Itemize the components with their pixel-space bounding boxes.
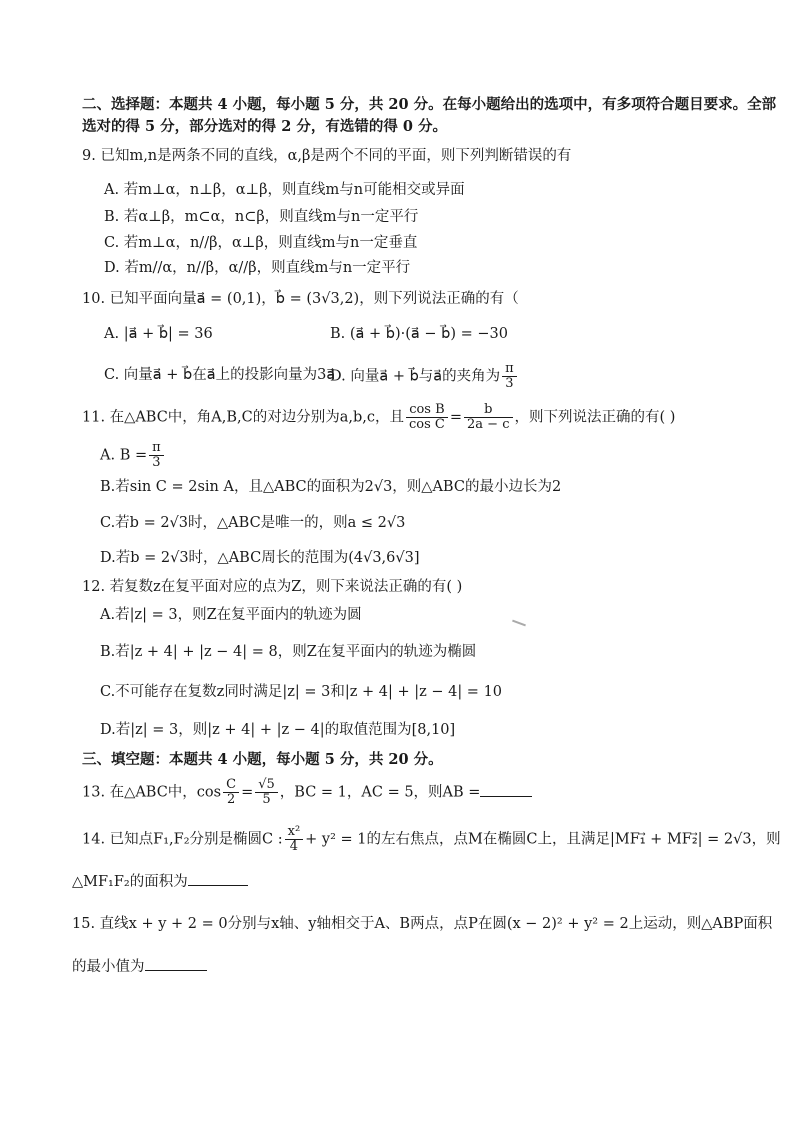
answer-blank [480,784,532,797]
question-11-option-a-text: A. B = [100,447,148,464]
fraction-numerator: π [149,441,164,456]
question-10-option-d-text: D. 向量a⃗ + b⃗与a⃗的夹角为 [330,368,501,385]
question-9-stem: 9. 已知m,n是两条不同的直线，α,β是两个不同的平面，则下列判断错误的有 [82,148,572,164]
section-3-heading: 三、填空题：本题共 4 小题，每小题 5 分，共 20 分。 [82,751,443,768]
section-2-heading-line-2: 选对的得 5 分，部分选对的得 2 分，有选错的得 0 分。 [82,118,448,135]
question-10-option-c: C. 向量a⃗ + b⃗在a⃗上的投影向量为3a⃗ [104,367,336,383]
question-9-option-a: A. 若m⊥α，n⊥β，α⊥β，则直线m与n可能相交或异面 [104,182,465,198]
fraction-denominator: 3 [152,455,161,470]
question-12-option-a: A.若|z| = 3，则Z在复平面内的轨迹为圆 [100,607,362,623]
question-9-option-b: B. 若α⊥β，m⊂α，n⊂β，则直线m与n一定平行 [104,209,419,225]
question-11-cos-ratio [406,403,448,432]
question-15-line-2-text: 的最小值为 [72,959,145,975]
fraction-denominator: 5 [262,792,271,807]
answer-blank [145,958,207,971]
question-14-line-2-text: △MF₁F₂的面积为 [72,874,188,890]
question-9-option-d: D. 若m//α，n//β，α//β，则直线m与n一定平行 [104,260,411,276]
question-14-ellipse-fraction [285,825,304,854]
fraction-numerator: b [464,403,512,418]
question-11-option-b: B.若sin C = 2sin A，且△ABC的面积为2√3，则△ABC的最小边长为2 [100,479,562,495]
question-13-post: ，BC = 1，AC = 5，则AB = [279,784,481,801]
answer-blank [188,873,248,886]
question-15-line-1: 15. 直线x + y + 2 = 0分别与x轴、y轴相交于A、B两点，点P在圆(x − 2)² + y² = 2上运动，则△ABP面积 [72,916,773,932]
section-2-heading-line-1: 二、选择题：本题共 4 小题，每小题 5 分，共 20 分。在每小题给出的选项中，有多项符合题目要求。全部 [82,96,777,113]
question-12-stem: 12. 若复数z在复平面对应的点为Z，则下来说法正确的有( ) [82,579,463,595]
question-13-pre: 13. 在△ABC中，cos [82,784,222,801]
question-14-pre: 14. 已知点F₁,F₂分别是椭圆C : [82,831,283,848]
question-11-option-a [100,441,166,470]
question-11-option-d: D.若b = 2√3时，△ABC周长的范围为(4√3,6√3] [100,550,420,566]
question-11-stem-post: ，则下列说法正确的有( ) [514,409,676,426]
question-10-option-a: A. |a⃗ + b⃗| = 36 [104,326,213,342]
question-12-option-c: C.不可能存在复数z同时满足|z| = 3和|z + 4| + |z − 4| = 10 [100,684,503,700]
fraction-numerator: √5 [255,778,278,793]
question-11-stem-pre: 11. 在△ABC中，角A,B,C的对边分别为a,b,c，且 [82,409,405,426]
fraction-denominator: cos C [409,417,445,432]
question-10-stem: 10. 已知平面向量a⃗ = (0,1)，b⃗ = (3√3,2)，则下列说法正确的有（ [82,291,519,307]
question-9-option-c: C. 若m⊥α，n//β，α⊥β，则直线m与n一定垂直 [104,235,418,251]
question-10-option-d-fraction [502,362,517,391]
question-11-option-c: C.若b = 2√3时，△ABC是唯一的，则a ≤ 2√3 [100,515,406,531]
question-13-value [255,778,278,807]
fraction-numerator: cos B [406,403,448,418]
fraction-numerator: x² [285,825,304,840]
fraction-numerator: C [223,778,239,793]
equals-sign: = [449,409,463,426]
fraction-denominator: 2 [226,792,236,807]
question-13-half-angle [223,778,239,807]
question-11-side-ratio [464,403,512,432]
question-15-line-2 [72,958,207,976]
question-14-line-1 [82,825,781,854]
question-10-option-d [330,362,519,391]
fraction-numerator: π [502,362,517,377]
question-12-option-b: B.若|z + 4| + |z − 4| = 8，则Z在复平面内的轨迹为椭圆 [100,644,477,660]
question-11-stem [82,403,675,432]
question-14-line-2 [72,873,248,891]
scan-speck [512,620,526,627]
question-12-option-d: D.若|z| = 3，则|z + 4| + |z − 4|的取值范围为[8,10] [100,722,456,738]
equals-sign: = [241,784,254,801]
question-11-option-a-fraction [149,441,164,470]
fraction-denominator: 3 [505,376,514,391]
question-14-post: + y² = 1的左右焦点，点M在椭圆C上，且满足|MF₁⃗ + MF₂⃗| = 2√3，则 [305,831,781,848]
fraction-denominator: 4 [289,839,299,854]
question-13 [82,778,532,807]
question-10-option-b: B. (a⃗ + b⃗)·(a⃗ − b⃗) = −30 [330,326,508,342]
fraction-denominator: 2a − c [467,417,510,432]
